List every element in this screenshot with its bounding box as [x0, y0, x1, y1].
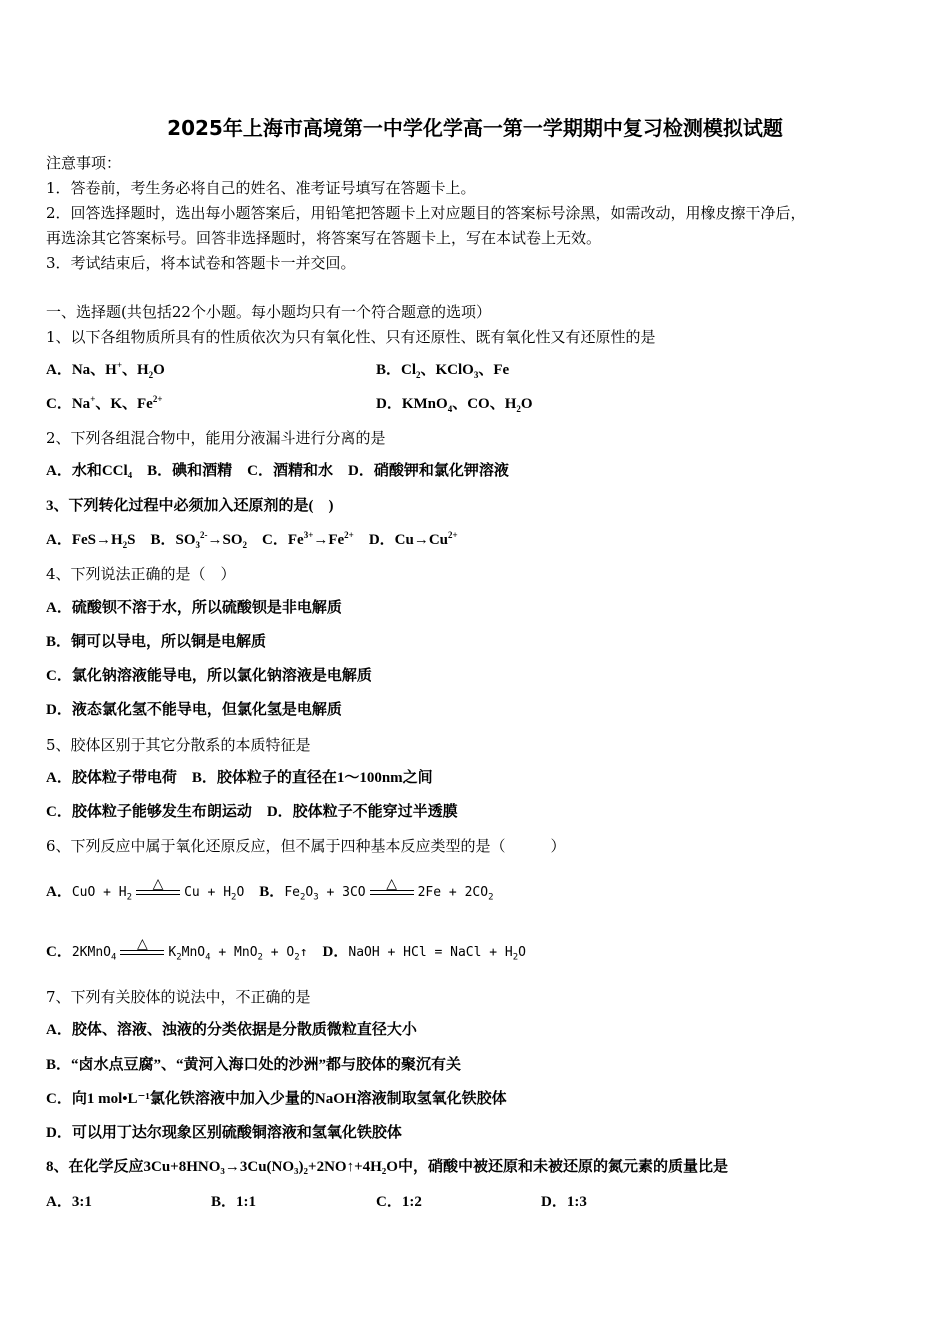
notice-item: 3．考试结束后，将本试卷和答题卡一并交回。 — [46, 254, 356, 272]
question-options: A．胶体粒子带电荷 B．胶体粒子的直径在1～100nm之间 — [46, 770, 433, 786]
option-c: C．Na+、K、$Fe^{2+}$ — [46, 394, 163, 412]
page-title: 2025年上海市高境第一中学化学高一第一学期期中复习检测模拟试题 — [167, 116, 783, 140]
heat-equation-sign: △ — [368, 881, 416, 903]
option-a: A．Na、H+、$H_2O$ — [46, 360, 165, 380]
question-stem: 5、胶体区别于其它分散系的本质特征是 — [46, 736, 311, 754]
question-stem: 2、下列各组混合物中，能用分液漏斗进行分离的是 — [46, 429, 386, 447]
option-a: A．硫酸钡不溶于水，所以硫酸钡是非电解质 — [46, 600, 342, 616]
option-d: D．1:3 — [541, 1194, 587, 1210]
notice-item: 再选涂其它答案标号。回答非选择题时，将答案写在答题卡上，写在本试卷上无效。 — [46, 229, 602, 247]
question-options: C．胶体粒子能够发生布朗运动 D．胶体粒子不能穿过半透膜 — [46, 804, 458, 820]
question-stem: 6、下列反应中属于氧化还原反应，但不属于四种基本反应类型的是（ ） — [46, 837, 566, 855]
question-options: C．2KMnO$_4$ △ $K_2MnO_4 + MnO_2$ + $O_2↑$ D．NaOH + HCl = NaCl + $H_2O$ — [46, 936, 526, 963]
question-stem: 8、在化学反应3Cu+8HNO₃→3Cu(NO₃)₂+2NO↑+4H₂O中，硝酸中被还原和未被还原的氮元素的质量比是 — [46, 1159, 728, 1175]
option-c: C．氯化钠溶液能导电，所以氯化钠溶液是电解质 — [46, 668, 372, 684]
question-stem: 3、下列转化过程中必须加入还原剂的是( ) — [46, 498, 334, 514]
option-b: B．铜可以导电，所以铜是电解质 — [46, 634, 267, 650]
notice-heading: 注意事项： — [46, 154, 122, 172]
heat-equation-sign: △ — [118, 941, 166, 963]
question-stem: 4、下列说法正确的是（ ） — [46, 565, 236, 583]
question-stem: 7、下列有关胶体的说法中，不正确的是 — [46, 988, 311, 1006]
notice-item: 1．答卷前，考生务必将自己的姓名、准考证号填写在答题卡上。 — [46, 179, 476, 197]
option-c: C．向1 mol•L⁻¹氯化铁溶液中加入少量的NaOH溶液制取氢氧化铁胶体 — [46, 1091, 507, 1107]
notice-item: 2．回答选择题时，选出每小题答案后，用铅笔把答题卡上对应题目的答案标号涂黑，如需改动，用橡皮擦干净后， — [46, 204, 806, 222]
option-a: A．3:1 — [46, 1194, 92, 1210]
option-b: B．1:1 — [211, 1194, 257, 1210]
option-d: D．KMnO$_4$、CO、$H_2O$ — [376, 396, 533, 414]
question-stem: 1、以下各组物质所具有的性质依次为只有氧化性、只有还原性、既有氧化性又有还原性的是 — [46, 328, 656, 346]
option-d: D．液态氯化氢不能导电，但氯化氢是电解质 — [46, 702, 342, 718]
question-options: A．水和CCl₄ B．碘和酒精 C．酒精和水 D．硝酸钾和氯化钾溶液 — [46, 463, 509, 479]
option-b: B．$Cl_2$、KClO$_3$、Fe — [376, 362, 510, 380]
option-a: A．胶体、溶液、浊液的分类依据是分散质微粒直径大小 — [46, 1022, 417, 1038]
option-d: D．可以用丁达尔现象区别硫酸铜溶液和氢氧化铁胶体 — [46, 1125, 402, 1141]
option-b: B．“卤水点豆腐”、“黄河入海口处的沙洲”都与胶体的聚沉有关 — [46, 1057, 462, 1073]
heat-equation-sign: △ — [134, 881, 182, 903]
option-c: C．1:2 — [376, 1194, 422, 1210]
section-heading: 一、选择题(共包括22个小题。每小题均只有一个符合题意的选项） — [46, 303, 491, 321]
question-options: A．$FeS\to H_2S$ B．$SO_3^{2-}\to SO_2$ C．$Fe^{3+}\to Fe^{2+}$ D．$Cu\to Cu^{2+}$ — [46, 530, 458, 550]
question-options: A．CuO + $H_2$ △ $Cu + H_2O$ B．$Fe_2O_3 + 3CO$ △ $2Fe + 2CO_2$ — [46, 876, 494, 903]
